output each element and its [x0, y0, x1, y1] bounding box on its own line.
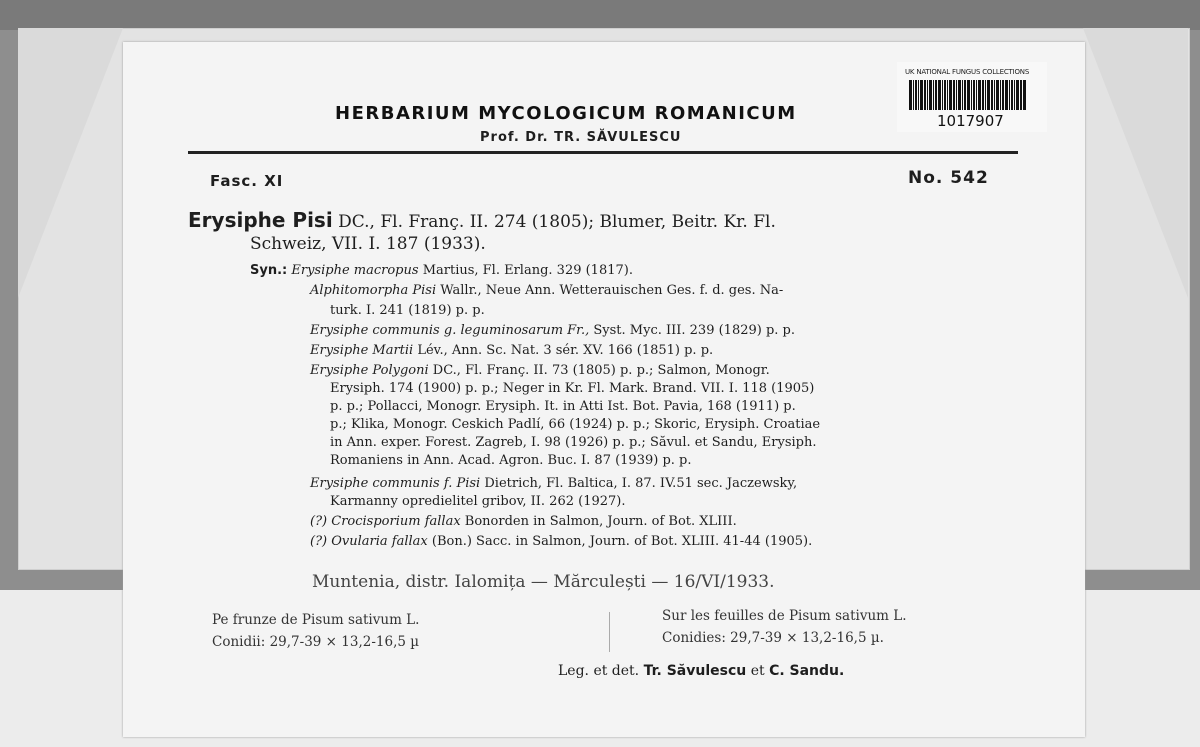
- synonym-line: Alphitomorpha Pisi Wallr., Neue Ann. Wetterauischen Ges. f. d. ges. Na-: [310, 283, 784, 298]
- header-rule: [188, 151, 1018, 154]
- synonym-line: Erysiph. 174 (1900) p. p.; Neger in Kr. Fl. Mark. Brand. VII. I. 118 (1905): [330, 381, 815, 396]
- synonym-label: Syn.:: [250, 263, 288, 278]
- species-citation-1: DC., Fl. Franç. II. 274 (1805); Blumer, Beitr. Kr. Fl.: [338, 212, 776, 232]
- locality: Muntenia, distr. Ialomița — Mărculești — 16/VI/1933.: [312, 572, 775, 592]
- species-citation-2: Schweiz, VII. I. 187 (1933).: [250, 234, 486, 254]
- collector-2: C. Sandu.: [769, 663, 845, 679]
- barcode-institution: UK NATIONAL FUNGUS COLLECTIONS: [905, 68, 1030, 76]
- synonym-line: Romaniens in Ann. Acad. Agron. Buc. I. 87 (1939) p. p.: [330, 453, 692, 468]
- synonym-line: Erysiphe Polygoni DC., Fl. Franç. II. 73 (1805) p. p.; Salmon, Monogr.: [310, 363, 770, 378]
- envelope-flap-left: [18, 28, 123, 298]
- host-ro-line-1: Pe frunze de Pisum sativum L.: [212, 612, 420, 628]
- barcode-number: 1017907: [937, 112, 1004, 130]
- synonym-line: Erysiphe communis f. Pisi Dietrich, Fl. Baltica, I. 87. IV.51 sec. Jaczewsky,: [310, 476, 798, 491]
- fascicle-number: Fasc. XI: [210, 172, 284, 190]
- herbarium-subtitle: Prof. Dr. TR. SĂVULESCU: [480, 130, 682, 145]
- specimen-number: No. 542: [908, 168, 989, 188]
- species-line-1: [188, 208, 776, 232]
- synonym-line: Karmanny opredielitel gribov, II. 262 (1927).: [330, 494, 626, 509]
- collector-1: Tr. Săvulescu: [643, 663, 747, 679]
- host-fr-line-1: Sur les feuilles de Pisum sativum L.: [662, 608, 907, 624]
- envelope-flap-right: [1083, 28, 1188, 298]
- synonym-line: Syn.: Erysiphe macropus Martius, Fl. Erlang. 329 (1817).: [250, 263, 633, 278]
- collectors-line: Leg. et det. Tr. Săvulescu et C. Sandu.: [558, 663, 845, 679]
- species-name: Erysiphe Pisi: [188, 208, 333, 232]
- synonym-line: (?) Crocisporium fallax Bonorden in Salmon, Journ. of Bot. XLIII.: [310, 514, 737, 529]
- synonym-line: turk. I. 241 (1819) p. p.: [330, 303, 485, 318]
- background-top: [0, 0, 1200, 30]
- synonym-line: in Ann. exper. Forest. Zagreb, I. 98 (1926) p. p.; Săvul. et Sandu, Erysiph.: [330, 435, 817, 450]
- barcode-sticker: [897, 62, 1047, 132]
- barcode-bars: [909, 80, 1037, 110]
- herbarium-title: HERBARIUM MYCOLOGICUM ROMANICUM: [335, 103, 797, 124]
- host-ro-line-2: Conidii: 29,7-39 × 13,2-16,5 µ: [212, 634, 420, 650]
- column-divider: [609, 612, 610, 652]
- synonym-line: Erysiphe communis g. leguminosarum Fr., Syst. Myc. III. 239 (1829) p. p.: [310, 323, 796, 338]
- host-fr-line-2: Conidies: 29,7-39 × 13,2-16,5 µ.: [662, 630, 884, 646]
- synonym-line: Erysiphe Martii Lév., Ann. Sc. Nat. 3 sér. XV. 166 (1851) p. p.: [310, 343, 714, 358]
- synonym-line: p.; Klika, Monogr. Ceskich Padlí, 66 (1924) p. p.; Skoric, Erysiph. Croatiae: [330, 417, 821, 432]
- synonym-line: (?) Ovularia fallax (Bon.) Sacc. in Salmon, Journ. of Bot. XLIII. 41-44 (1905).: [310, 534, 813, 549]
- synonym-line: p. p.; Pollacci, Monogr. Erysiph. It. in Atti Ist. Bot. Pavia, 168 (1911) p.: [330, 399, 796, 414]
